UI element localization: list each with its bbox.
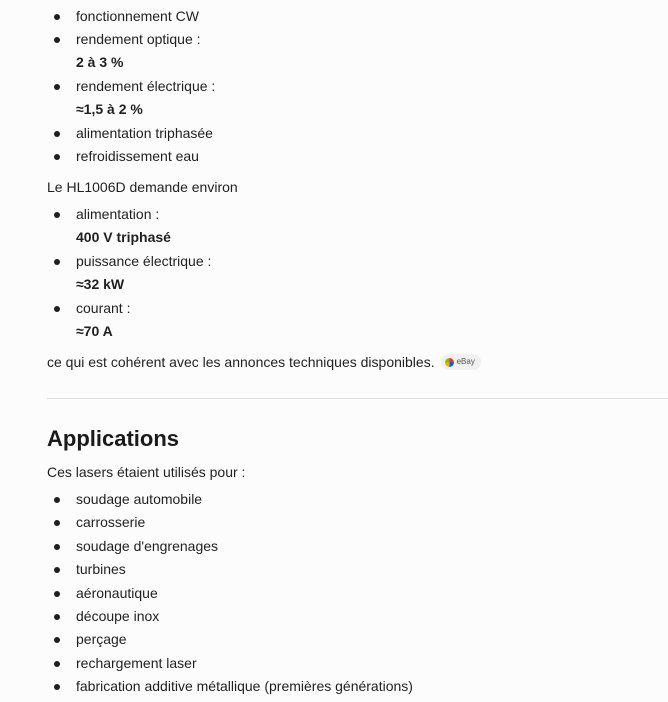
source-citation-chip[interactable]	[441, 354, 481, 370]
specs-list-1	[47, 5, 668, 168]
bullet-icon	[54, 544, 60, 550]
specs-list-2	[47, 203, 668, 344]
bullet-icon	[54, 84, 60, 90]
list-item-label: carrosserie	[76, 514, 146, 531]
bullet-icon	[54, 306, 60, 312]
bullet-icon	[54, 154, 60, 160]
list-item	[47, 122, 668, 145]
list-item	[47, 582, 668, 605]
list-item-label: rendement optique :	[76, 31, 201, 47]
list-item	[47, 675, 668, 698]
list-item-label: turbines	[76, 561, 126, 578]
list-item-label: puissance électrique :	[76, 253, 212, 269]
list-item	[47, 75, 668, 122]
list-item	[47, 145, 668, 168]
list-item-label: alimentation triphasée	[76, 125, 213, 141]
list-item-label: soudage d'engrenages	[76, 537, 219, 554]
bullet-icon	[54, 567, 60, 573]
list-item-value: ≈32 kW	[76, 276, 125, 293]
intro-paragraph: Le HL1006D demande environ	[47, 179, 238, 195]
list-item-value: ≈70 A	[76, 323, 113, 340]
bullet-icon	[54, 212, 60, 218]
ebay-favicon-icon	[445, 358, 454, 367]
list-item	[47, 535, 668, 558]
list-item-label: fabrication additive métallique (premières générations)	[76, 678, 413, 695]
source-chip-label: eBay	[456, 357, 475, 367]
list-item-label: courant :	[76, 300, 131, 316]
list-item	[47, 605, 668, 628]
list-item-label: fonctionnement CW	[76, 8, 199, 24]
list-item	[47, 558, 668, 581]
list-item-value: 400 V triphasé	[76, 229, 171, 246]
bullet-icon	[54, 520, 60, 526]
list-item	[47, 5, 668, 28]
bullet-icon	[54, 684, 60, 690]
list-item	[47, 628, 668, 651]
list-item	[47, 297, 668, 344]
list-item-label: alimentation :	[76, 206, 160, 222]
list-item-label: aéronautique	[76, 584, 158, 601]
bullet-icon	[54, 131, 60, 137]
bullet-icon	[54, 14, 60, 20]
bullet-icon	[54, 37, 60, 43]
list-item-value: ≈1,5 à 2 %	[76, 101, 143, 118]
list-item	[47, 250, 668, 297]
coherence-text: ce qui est cohérent avec les annonces techniques disponibles.	[47, 354, 435, 370]
bullet-icon	[54, 259, 60, 265]
bullet-icon	[54, 591, 60, 597]
list-item	[47, 488, 668, 511]
list-item-label: perçage	[76, 631, 127, 648]
applications-intro: Ces lasers étaient utilisés pour :	[47, 464, 246, 480]
list-item-label: soudage automobile	[76, 491, 203, 507]
section-heading: Applications	[47, 426, 180, 451]
list-item	[47, 203, 668, 250]
list-item-label: refroidissement eau	[76, 148, 199, 164]
list-item	[47, 28, 668, 75]
bullet-icon	[54, 661, 60, 667]
list-item-label: découpe inox	[76, 608, 160, 625]
list-item-value: 2 à 3 %	[76, 54, 124, 71]
section-divider	[47, 398, 668, 399]
bullet-icon	[54, 497, 60, 503]
list-item-label: rechargement laser	[76, 654, 197, 671]
bullet-icon	[54, 637, 60, 643]
applications-list	[47, 488, 668, 699]
list-item	[47, 652, 668, 675]
coherence-paragraph	[47, 352, 481, 372]
bullet-icon	[54, 614, 60, 620]
list-item-label: rendement électrique :	[76, 78, 216, 94]
list-item	[47, 511, 668, 534]
